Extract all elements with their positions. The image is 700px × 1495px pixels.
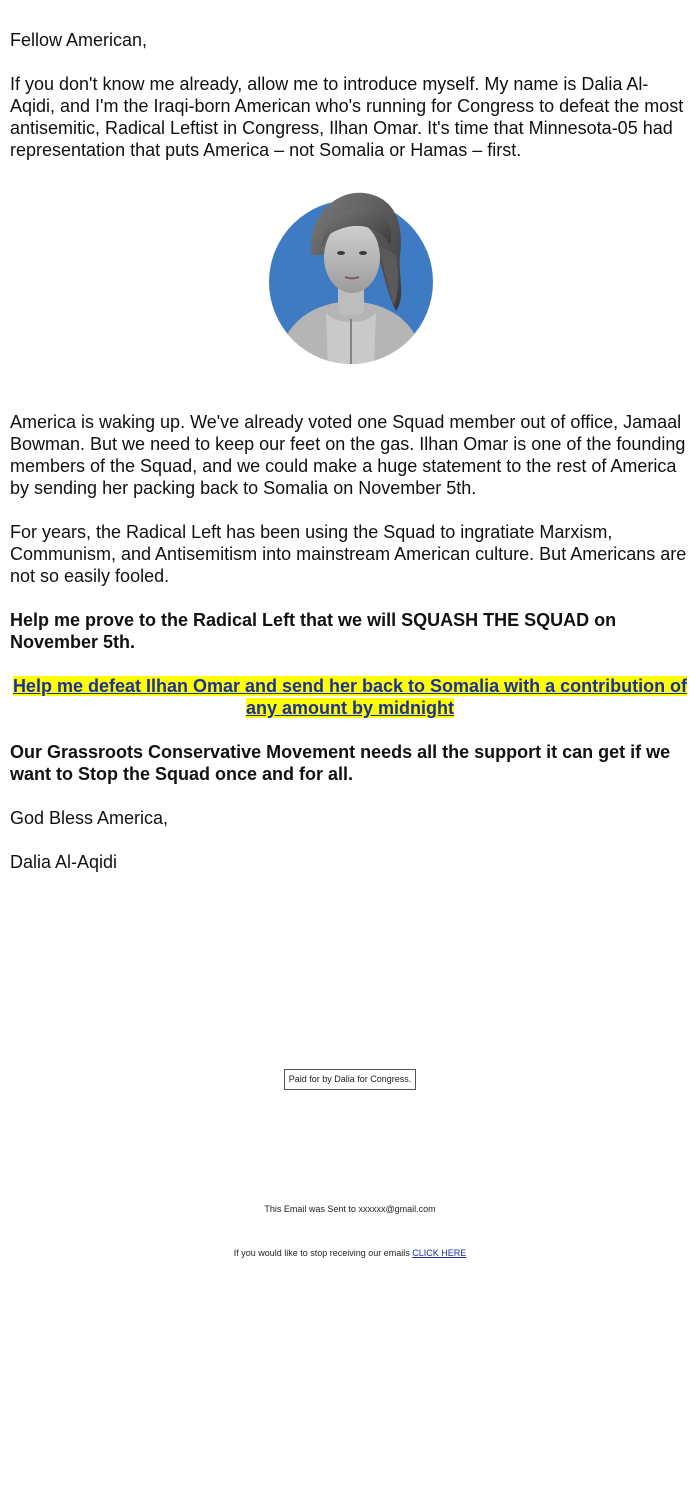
closing: God Bless America, — [10, 808, 169, 828]
greeting: Fellow American, — [10, 30, 148, 50]
bold-call-squash: Help me prove to the Radical Left that we will SQUASH THE SQUAD on November 5th. — [10, 610, 617, 652]
unsubscribe-link[interactable]: CLICK HERE — [412, 1248, 467, 1258]
paid-for-disclaimer — [0, 1069, 700, 1090]
candidate-photo-container — [10, 183, 690, 367]
donate-link[interactable]: Help me defeat Ilhan Omar and send her back to Somalia with a contribution of any amount by midnight — [12, 676, 688, 718]
unsubscribe-notice — [0, 1248, 700, 1259]
paid-for-text: Paid for by Dalia for Congress. — [284, 1069, 417, 1090]
sent-to-notice: This Email was Sent to xxxxxx@gmail.com — [264, 1204, 436, 1214]
email-body — [10, 29, 690, 895]
bold-call-support: Our Grassroots Conservative Movement needs all the support it can get if we want to Stop the Squad once and for all. — [10, 742, 671, 784]
candidate-photo — [266, 185, 436, 365]
unsubscribe-text: If you would like to stop receiving our emails — [233, 1248, 413, 1258]
paragraph-radical-left: For years, the Radical Left has been using the Squad to ingratiate Marxism, Communism, and Antisemitism into mainstream American culture. But Americans are not so easily fooled. — [10, 522, 687, 586]
cta-paragraph — [10, 675, 690, 719]
intro-paragraph: If you don't know me already, allow me to introduce myself. My name is Dalia Al-Aqidi, and I'm the Iraqi-born American who's running for Congress to defeat the most antisemitic, Radical Leftist in Congress, Ilhan Omar. It's time that Minnesota-05 had representation that puts America – not Somalia or Hamas – first. — [10, 74, 684, 160]
paragraph-squad: America is waking up. We've already voted one Squad member out of office, Jamaal Bowman. But we need to keep our feet on the gas. Ilhan Omar is one of the founding members of the Squad, and we could make a huge statement to the rest of America by sending her packing back to Somalia on November 5th. — [10, 412, 686, 498]
signature: Dalia Al-Aqidi — [10, 852, 118, 872]
